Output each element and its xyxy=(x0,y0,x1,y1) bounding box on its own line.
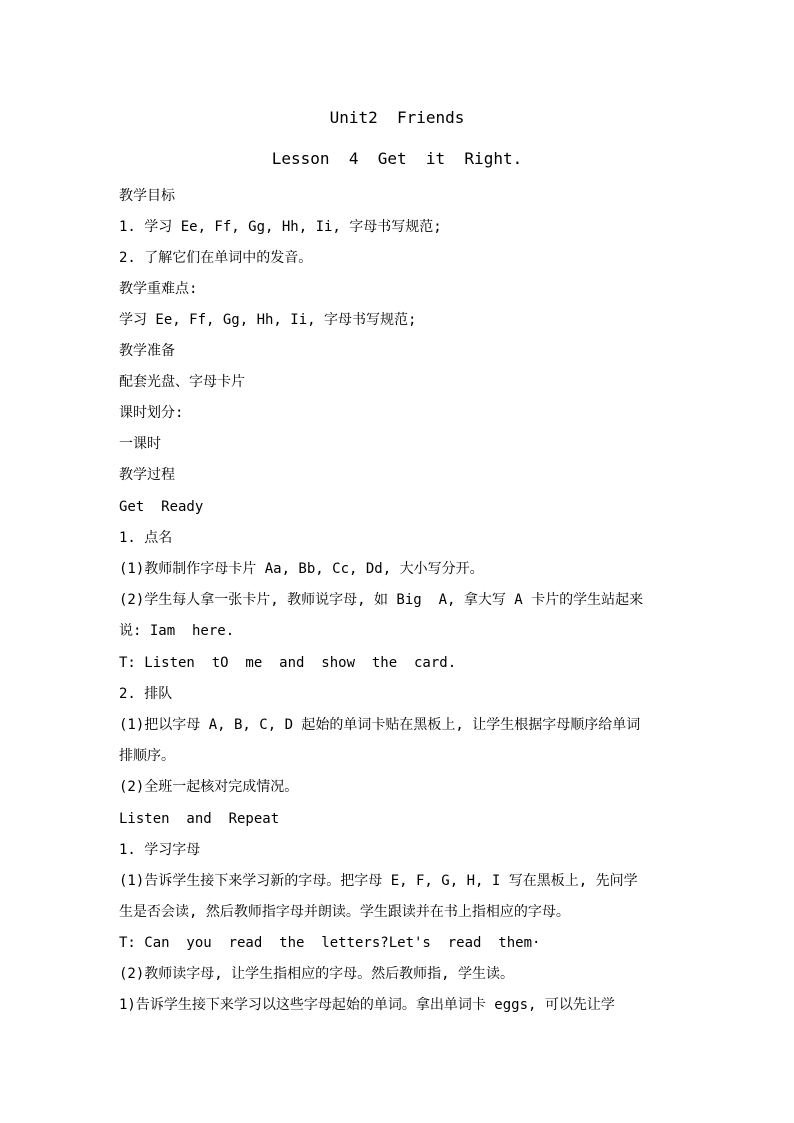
body-line: 1. 学习 Ee, Ff, Gg, Hh, Ii, 字母书写规范; xyxy=(119,219,442,235)
body-line: 1. 学习字母 xyxy=(119,842,201,858)
section-heading-process: 教学过程 xyxy=(119,467,175,483)
body-line: (1)教师制作字母卡片 Aa, Bb, Cc, Dd, 大小写分开。 xyxy=(119,561,484,577)
body-line: 生是否会读, 然后教师指字母并朗读。学生跟读并在书上指相应的字母。 xyxy=(119,904,570,920)
body-line: 说: Iam here. xyxy=(119,623,235,639)
subheading-listen-repeat: Listen and Repeat xyxy=(119,811,280,827)
body-line: 2. 排队 xyxy=(119,686,173,702)
section-heading-objectives: 教学目标 xyxy=(119,188,175,204)
body-line: 1)告诉学生接下来学习以这些字母起始的单词。拿出单词卡 eggs, 可以先让学 xyxy=(119,997,615,1013)
body-line: 配套光盘、字母卡片 xyxy=(119,374,245,390)
body-line: (2)全班一起核对完成情况。 xyxy=(119,779,299,795)
section-heading-periods: 课时划分: xyxy=(119,405,184,421)
body-line: T: Listen tO me and show the card. xyxy=(119,655,457,671)
section-heading-preparation: 教学准备 xyxy=(119,343,175,359)
document-title: Unit2 Friends xyxy=(329,108,465,127)
body-line: 2. 了解它们在单词中的发音。 xyxy=(119,250,313,266)
section-heading-key-points: 教学重难点: xyxy=(119,281,198,297)
body-line: 学习 Ee, Ff, Gg, Hh, Ii, 字母书写规范; xyxy=(119,312,417,328)
body-line: (2)教师读字母, 让学生指相应的字母。然后教师指, 学生读。 xyxy=(119,966,514,982)
body-line: (2)学生每人拿一张卡片, 教师说字母, 如 Big A, 拿大写 A 卡片的学生站起来 xyxy=(119,592,644,608)
body-line: (1)把以字母 A, B, C, D 起始的单词卡贴在黑板上, 让学生根据字母顺序给单词 xyxy=(119,717,641,733)
document-subtitle: Lesson 4 Get it Right. xyxy=(271,149,523,168)
body-line: 排顺序。 xyxy=(119,748,175,764)
body-line: (1)告诉学生接下来学习新的字母。把字母 E, F, G, H, I 写在黑板上, 先问学 xyxy=(119,873,638,889)
body-line: T: Can you read the letters?Let's read them· xyxy=(119,935,541,951)
body-line: 1. 点名 xyxy=(119,530,173,546)
subheading-get-ready: Get Ready xyxy=(119,499,204,515)
body-line: 一课时 xyxy=(119,436,161,452)
